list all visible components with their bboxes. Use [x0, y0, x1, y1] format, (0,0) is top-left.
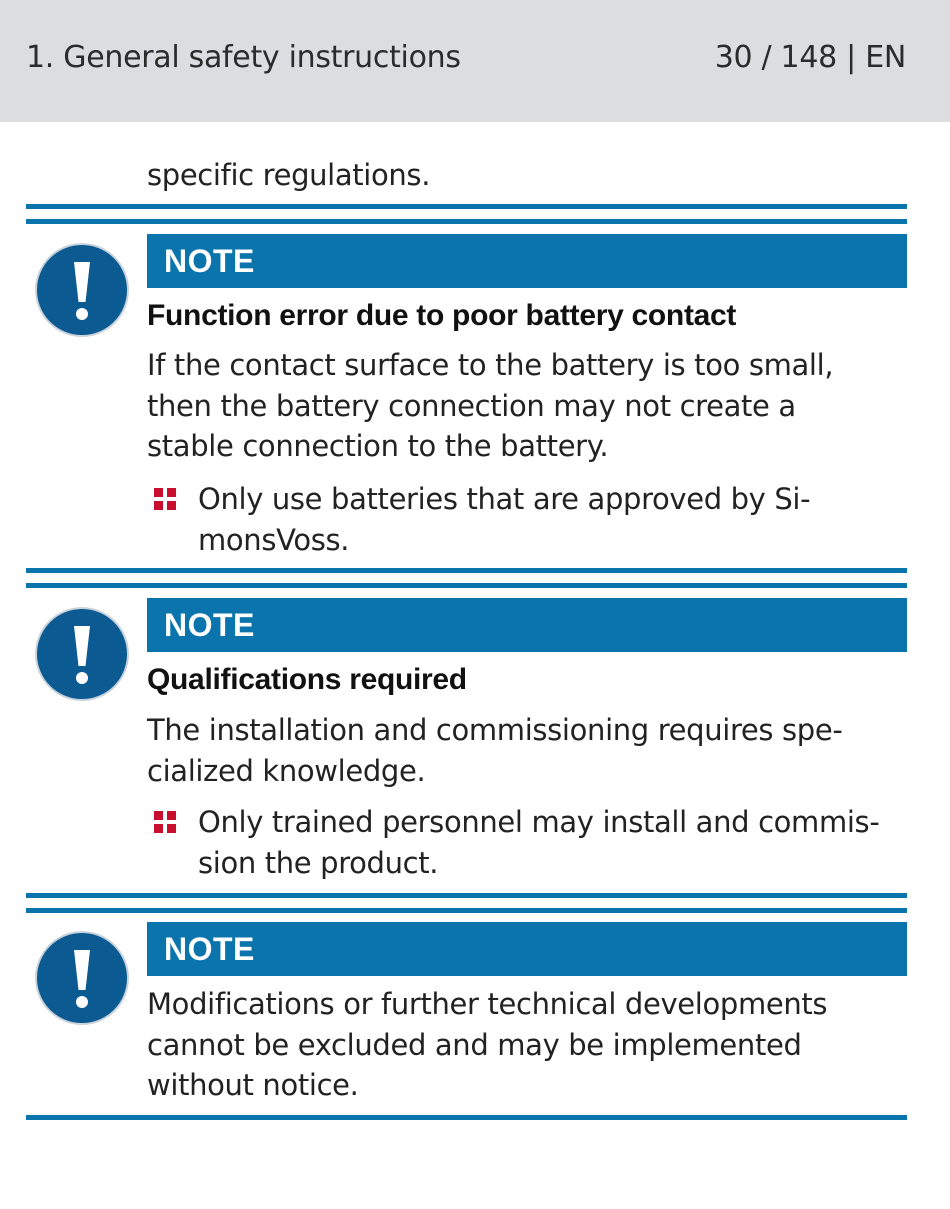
- exclamation-icon: [34, 930, 130, 1026]
- red-square-bullet-icon: [154, 811, 176, 833]
- note-heading: Function error due to poor battery contact: [147, 299, 737, 332]
- note-banner: [147, 922, 907, 976]
- red-square-bullet-icon: [154, 488, 176, 510]
- note-label: NOTE: [164, 931, 255, 967]
- bullet-text-line: Only use batteries that are approved by Si-: [198, 482, 811, 516]
- section-title: 1. General safety instructions: [26, 40, 461, 75]
- note-body-line: cannot be excluded and may be implemented: [147, 1028, 802, 1062]
- page-header: [0, 0, 950, 122]
- note-body-line: cialized knowledge.: [147, 754, 426, 788]
- note-banner: [147, 234, 907, 288]
- note-banner: [147, 598, 907, 652]
- note-label: NOTE: [164, 243, 255, 279]
- page-indicator: 30 / 148 | EN: [714, 40, 906, 75]
- note-body-line: without notice.: [147, 1068, 359, 1102]
- bullet-text-line: monsVoss.: [198, 523, 350, 557]
- bullet-text-line: Only trained personnel may install and commis-: [198, 805, 880, 839]
- exclamation-icon: [34, 606, 130, 702]
- note-bottom-rule: [26, 1115, 907, 1120]
- note-body-line: Modifications or further technical developments: [147, 987, 828, 1021]
- note-label: NOTE: [164, 607, 255, 643]
- note-body-line: then the battery connection may not create a: [147, 389, 796, 423]
- note-body-line: The installation and commissioning requires spe-: [147, 713, 843, 747]
- note-body-line: stable connection to the battery.: [147, 429, 609, 463]
- note-top-rule: [26, 568, 907, 588]
- note-heading: Qualifications required: [147, 663, 467, 696]
- note-body-line: If the contact surface to the battery is too small,: [147, 348, 834, 382]
- note-top-rule: [26, 893, 907, 913]
- intro-text: specific regulations.: [147, 158, 431, 192]
- note-top-rule: [26, 204, 907, 224]
- bullet-text-line: sion the product.: [198, 846, 439, 880]
- exclamation-icon: [34, 242, 130, 338]
